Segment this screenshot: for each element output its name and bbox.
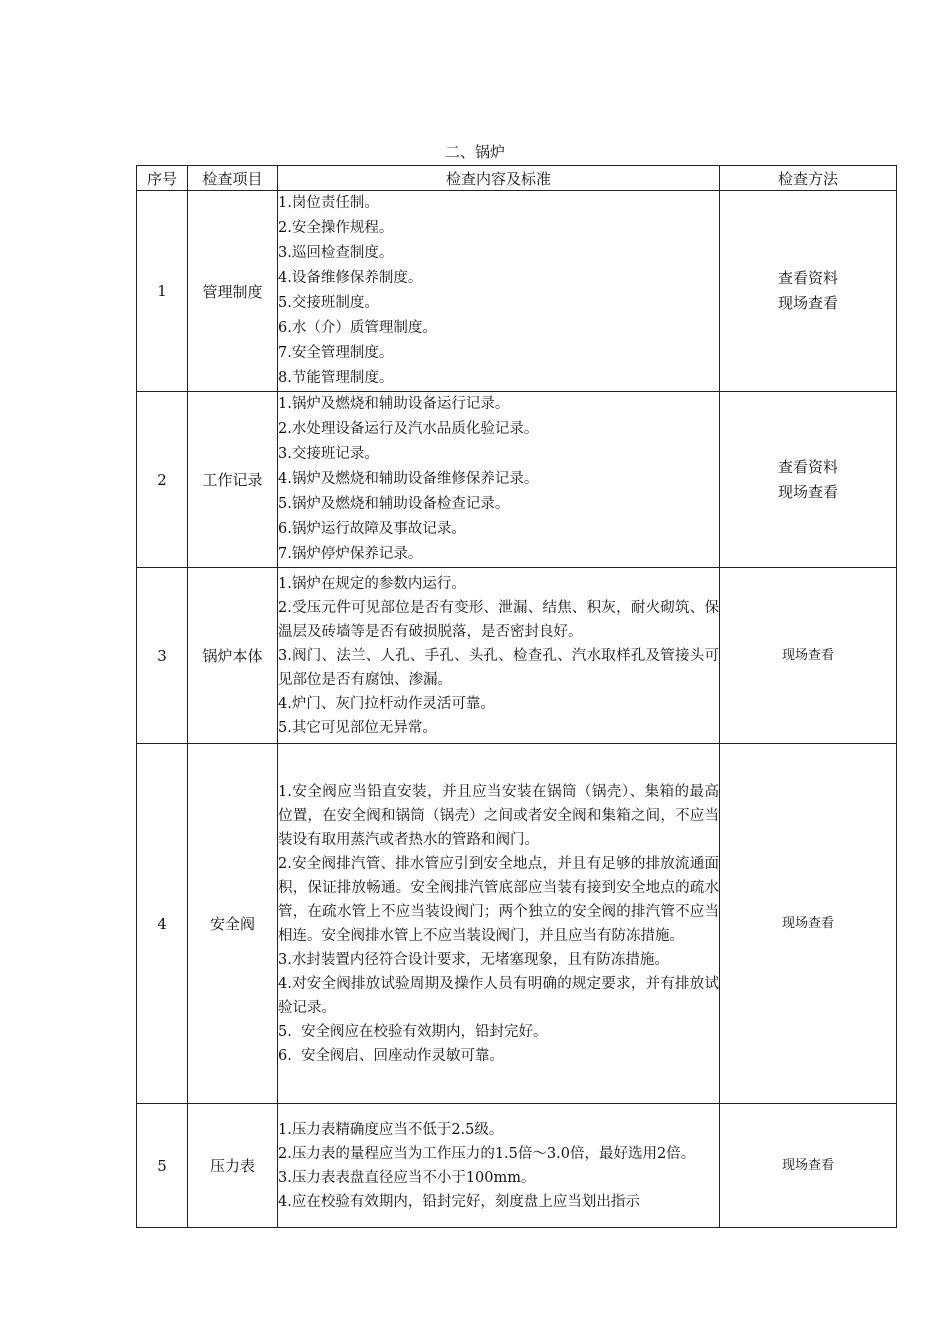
content-line: 4.应在校验有效期内，铅封完好，刻度盘上应当划出指示 xyxy=(278,1193,640,1210)
table-row xyxy=(137,392,897,568)
content-line: 5. 安全阀应在校验有效期内，铅封完好。 xyxy=(278,1023,548,1040)
content-line: 3.阀门、法兰、人孔、手孔、头孔、检查孔、汽水取样孔及管接头可见部位是否有腐蚀、渗漏。 xyxy=(278,647,719,688)
content-line: 3.水封装置内径符合设计要求，无堵塞现象，且有防冻措施。 xyxy=(278,951,669,968)
content-line: 4.设备维修保养制度。 xyxy=(278,270,423,286)
content-line: 5.其它可见部位无异常。 xyxy=(278,719,437,736)
content-line: 3.巡回检查制度。 xyxy=(278,245,394,261)
method-line: 查看资料 xyxy=(777,269,838,287)
row-item: 管理制度 xyxy=(188,191,278,392)
content-line: 7.安全管理制度。 xyxy=(278,345,394,361)
content-line: 1.安全阀应当铅直安装，并且应当安装在锅筒（锅壳）、集箱的最高位置，在安全阀和锅筒（锅壳）之间或者安全阀和集箱之间，不应当装设有取用蒸汽或者热水的管路和阀门。 xyxy=(278,783,719,848)
header-content: 检查内容及标准 xyxy=(278,166,720,191)
content-line: 1.锅炉及燃烧和辅助设备运行记录。 xyxy=(278,396,510,412)
row-item: 压力表 xyxy=(188,1104,278,1228)
content-line: 3.交接班记录。 xyxy=(278,446,379,462)
table-row xyxy=(137,1104,897,1228)
method-line: 现场查看 xyxy=(781,1158,834,1173)
row-seq: 4 xyxy=(137,744,188,1104)
method-line: 现场查看 xyxy=(777,482,838,501)
method-line: 现场查看 xyxy=(781,648,834,663)
table-row xyxy=(137,568,897,744)
row-method xyxy=(720,1104,897,1228)
row-method xyxy=(720,191,897,392)
content-line: 4.炉门、灰门拉杆动作灵活可靠。 xyxy=(278,695,495,712)
row-item: 工作记录 xyxy=(188,392,278,568)
method-line: 现场查看 xyxy=(777,294,838,312)
content-line: 6. 安全阀启、回座动作灵敏可靠。 xyxy=(278,1047,505,1064)
content-line: 4.对安全阀排放试验周期及操作人员有明确的规定要求，并有排放试验记录。 xyxy=(278,975,719,1016)
content-line: 2.安全操作规程。 xyxy=(278,220,394,236)
row-method xyxy=(720,392,897,568)
content-line: 7.锅炉停炉保养记录。 xyxy=(278,546,423,562)
row-content xyxy=(278,392,720,568)
content-line: 5.交接班制度。 xyxy=(278,295,379,311)
content-line: 3.压力表表盘直径应当不小于100mm。 xyxy=(278,1169,536,1186)
row-content xyxy=(278,744,720,1104)
row-item: 安全阀 xyxy=(188,744,278,1104)
content-line: 6.锅炉运行故障及事故记录。 xyxy=(278,521,466,537)
row-content xyxy=(278,191,720,392)
header-item: 检查项目 xyxy=(188,166,278,191)
content-line: 8.节能管理制度。 xyxy=(278,370,394,386)
content-line: 1.压力表精确度应当不低于2.5级。 xyxy=(278,1121,504,1138)
table-row xyxy=(137,191,897,392)
header-row xyxy=(137,166,897,191)
row-item: 锅炉本体 xyxy=(188,568,278,744)
row-content xyxy=(278,1104,720,1228)
content-line: 6.水（介）质管理制度。 xyxy=(278,320,437,336)
content-line: 4.锅炉及燃烧和辅助设备维修保养记录。 xyxy=(278,471,539,487)
row-seq: 3 xyxy=(137,568,188,744)
row-method xyxy=(720,744,897,1104)
content-line: 1.岗位责任制。 xyxy=(278,195,379,211)
row-seq: 1 xyxy=(137,191,188,392)
header-method: 检查方法 xyxy=(720,166,897,191)
content-line: 5.锅炉及燃烧和辅助设备检查记录。 xyxy=(278,496,510,512)
method-line: 现场查看 xyxy=(781,916,834,931)
inspection-table xyxy=(136,165,897,1228)
content-line: 1.锅炉在规定的参数内运行。 xyxy=(278,575,466,592)
row-seq: 5 xyxy=(137,1104,188,1228)
content-line: 2.受压元件可见部位是否有变形、泄漏、结焦、积灰，耐火砌筑、保温层及砖墙等是否有破损脱落，是否密封良好。 xyxy=(278,599,719,640)
row-content xyxy=(278,568,720,744)
header-seq: 序号 xyxy=(137,166,188,191)
row-seq: 2 xyxy=(137,392,188,568)
method-line: 查看资料 xyxy=(777,457,838,476)
table-row xyxy=(137,744,897,1104)
row-method xyxy=(720,568,897,744)
content-line: 2.安全阀排汽管、排水管应引到安全地点，并且有足够的排放流通面积，保证排放畅通。安全阀排汽管底部应当装有接到安全地点的疏水管，在疏水管上不应当装设阀门；两个独立的安全阀的排汽管不应当相连。安全阀排水管上不应当装设阀门，并且应当有防冻措施。 xyxy=(278,855,719,944)
content-line: 2.压力表的量程应当为工作压力的1.5倍～3.0倍，最好选用2倍。 xyxy=(278,1145,696,1162)
page-title: 二、锅炉 xyxy=(444,143,505,161)
content-line: 2.水处理设备运行及汽水品质化验记录。 xyxy=(278,421,539,437)
